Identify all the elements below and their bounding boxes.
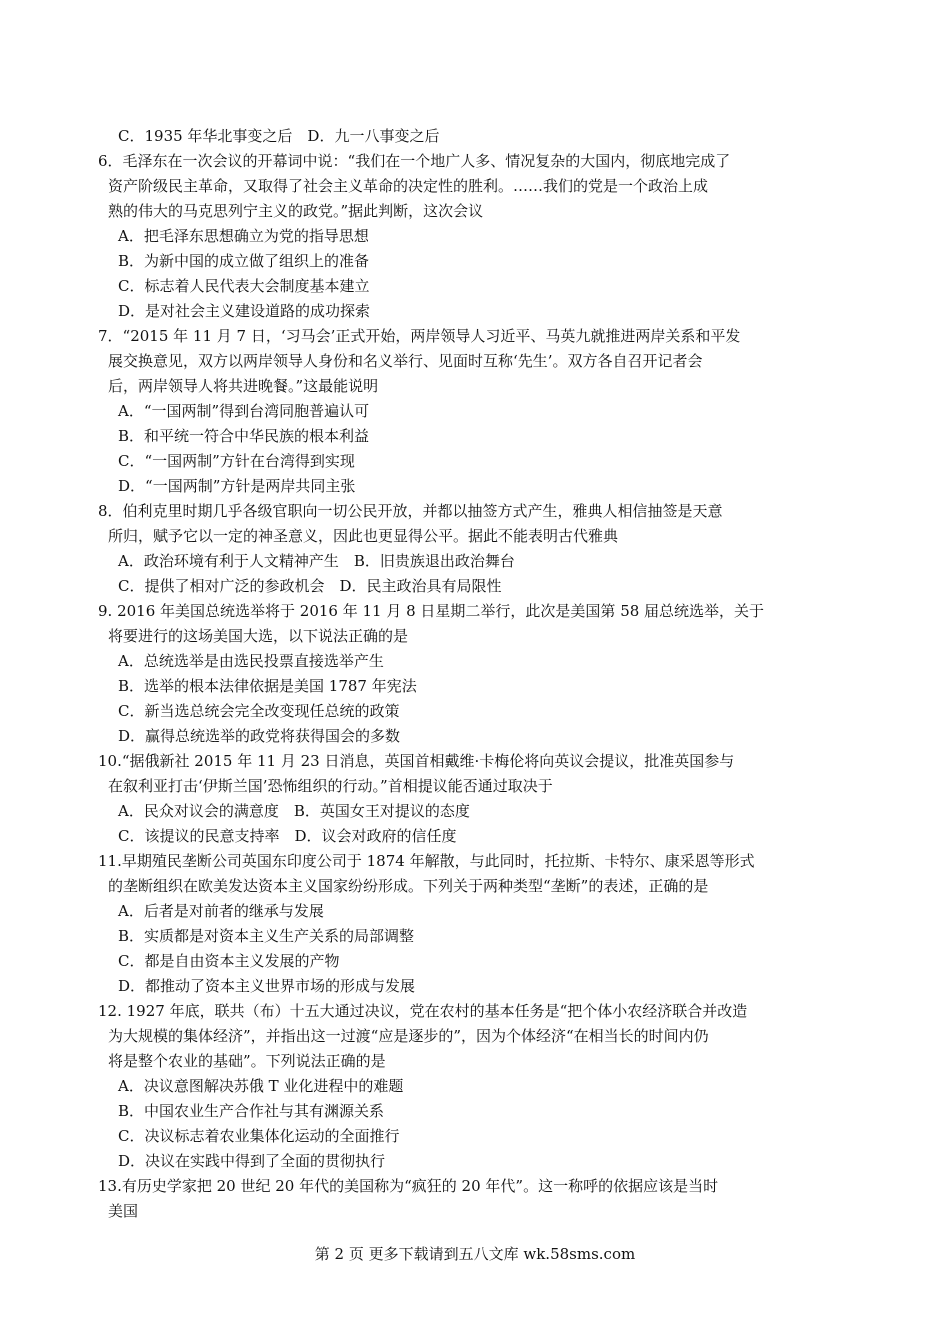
answer-option-line: D．“一国两制”方针是两岸共同主张 (118, 477, 356, 495)
question-continuation-line: 为大规模的集体经济”，并指出这一过渡“应是逐步的”，因为个体经济“在相当长的时间内仍 (108, 1027, 709, 1045)
answer-option-line: C．1935 年华北事变之后 D．九一八事变之后 (118, 127, 440, 145)
answer-option-line: B．实质都是对资本主义生产关系的局部调整 (118, 927, 415, 945)
question-continuation-line: 所归，赋予它以一定的神圣意义，因此也更显得公平。据此不能表明古代雅典 (108, 527, 619, 545)
question-continuation-line: 将是整个农业的基础”。下列说法正确的是 (108, 1052, 386, 1070)
question-continuation-line: 后，两岸领导人将共进晚餐。”这最能说明 (108, 377, 379, 395)
page-footer: 第 2 页 更多下载请到五八文库 wk.58sms.com (314, 1245, 636, 1263)
answer-option-line: D．决议在实践中得到了全面的贯彻执行 (118, 1152, 386, 1170)
question-continuation-line: 资产阶级民主革命，又取得了社会主义革命的决定性的胜利。……我们的党是一个政治上成 (108, 177, 709, 195)
answer-option-line: B．和平统一符合中华民族的根本利益 (118, 427, 370, 445)
answer-option-line: B．中国农业生产合作社与其有渊源关系 (118, 1102, 385, 1120)
question-continuation-line: 将要进行的这场美国大选，以下说法正确的是 (108, 627, 409, 645)
question-continuation-line: 美国 (108, 1202, 139, 1220)
answer-option-line: C．决议标志着农业集体化运动的全面推行 (118, 1127, 400, 1145)
answer-option-line: A．决议意图解决苏俄 T 业化进程中的难题 (118, 1077, 404, 1095)
answer-option-line: B．为新中国的成立做了组织上的准备 (118, 252, 370, 270)
question-line: 11.早期殖民垄断公司英国东印度公司于 1874 年解散，与此同时，托拉斯、卡特尔、康采恩等形式 (98, 852, 755, 870)
question-line: 8．伯利克里时期几乎各级官职向一切公民开放，并都以抽签方式产生，雅典人相信抽签是天意 (98, 502, 723, 520)
answer-option-line: C．新当选总统会完全改变现任总统的政策 (118, 702, 400, 720)
answer-option-line: D．赢得总统选举的政党将获得国会的多数 (118, 727, 401, 745)
question-line: 6．毛泽东在一次会议的开幕词中说：“我们在一个地广人多、情况复杂的大国内，彻底地完成了 (98, 152, 731, 170)
question-line: 13.有历史学家把 20 世纪 20 年代的美国称为“疯狂的 20 年代”。这一称呼的依据应该是当时 (98, 1177, 719, 1195)
question-line: 7．“2015 年 11 月 7 日，‘习马会’正式开始，两岸领导人习近平、马英九就推进两岸关系和平发 (98, 327, 741, 345)
question-continuation-line: 在叙利亚打击‘伊斯兰国’恐怖组织的行动。”首相提议能否通过取决于 (108, 777, 553, 795)
answer-option-line: C．“一国两制”方针在台湾得到实现 (118, 452, 355, 470)
answer-option-line: D．都推动了资本主义世界市场的形成与发展 (118, 977, 416, 995)
exam-questions (98, 124, 858, 1224)
answer-option-line: C．都是自由资本主义发展的产物 (118, 952, 340, 970)
answer-option-line: D．是对社会主义建设道路的成功探索 (118, 302, 371, 320)
answer-option-line: A．后者是对前者的继承与发展 (118, 902, 324, 920)
answer-option-line: A．政治环境有利于人文精神产生 B．旧贵族退出政治舞台 (118, 552, 515, 570)
answer-option-line: C．标志着人民代表大会制度基本建立 (118, 277, 370, 295)
answer-option-line: C．提供了相对广泛的参政机会 D．民主政治具有局限性 (118, 577, 502, 595)
question-line: 9. 2016 年美国总统选举将于 2016 年 11 月 8 日星期二举行，此次是美国第 58 届总统选举，关于 (98, 602, 765, 620)
question-continuation-line: 熟的伟大的马克思列宁主义的政党。”据此判断，这次会议 (108, 202, 484, 220)
answer-option-line: B．选举的根本法律依据是美国 1787 年宪法 (118, 677, 417, 695)
answer-option-line: C．该提议的民意支持率 D．议会对政府的信任度 (118, 827, 457, 845)
question-line: 12. 1927 年底，联共（布）十五大通过决议，党在农村的基本任务是“把个体小农经济联合并改造 (98, 1002, 748, 1020)
answer-option-line: A．总统选举是由选民投票直接选举产生 (118, 652, 384, 670)
question-line: 10.“据俄新社 2015 年 11 月 23 日消息，英国首相戴维·卡梅伦将向英议会提议，批准英国参与 (98, 752, 735, 770)
answer-option-line: A．民众对议会的满意度 B．英国女王对提议的态度 (118, 802, 470, 820)
answer-option-line: A．“一国两制”得到台湾同胞普遍认可 (118, 402, 370, 420)
question-continuation-line: 展交换意见，双方以两岸领导人身份和名义举行、见面时互称‘先生’。双方各自召开记者会 (108, 352, 703, 370)
question-continuation-line: 的垄断组织在欧美发达资本主义国家纷纷形成。下列关于两种类型“垄断”的表述，正确的是 (108, 877, 709, 895)
answer-option-line: A．把毛泽东思想确立为党的指导思想 (118, 227, 369, 245)
